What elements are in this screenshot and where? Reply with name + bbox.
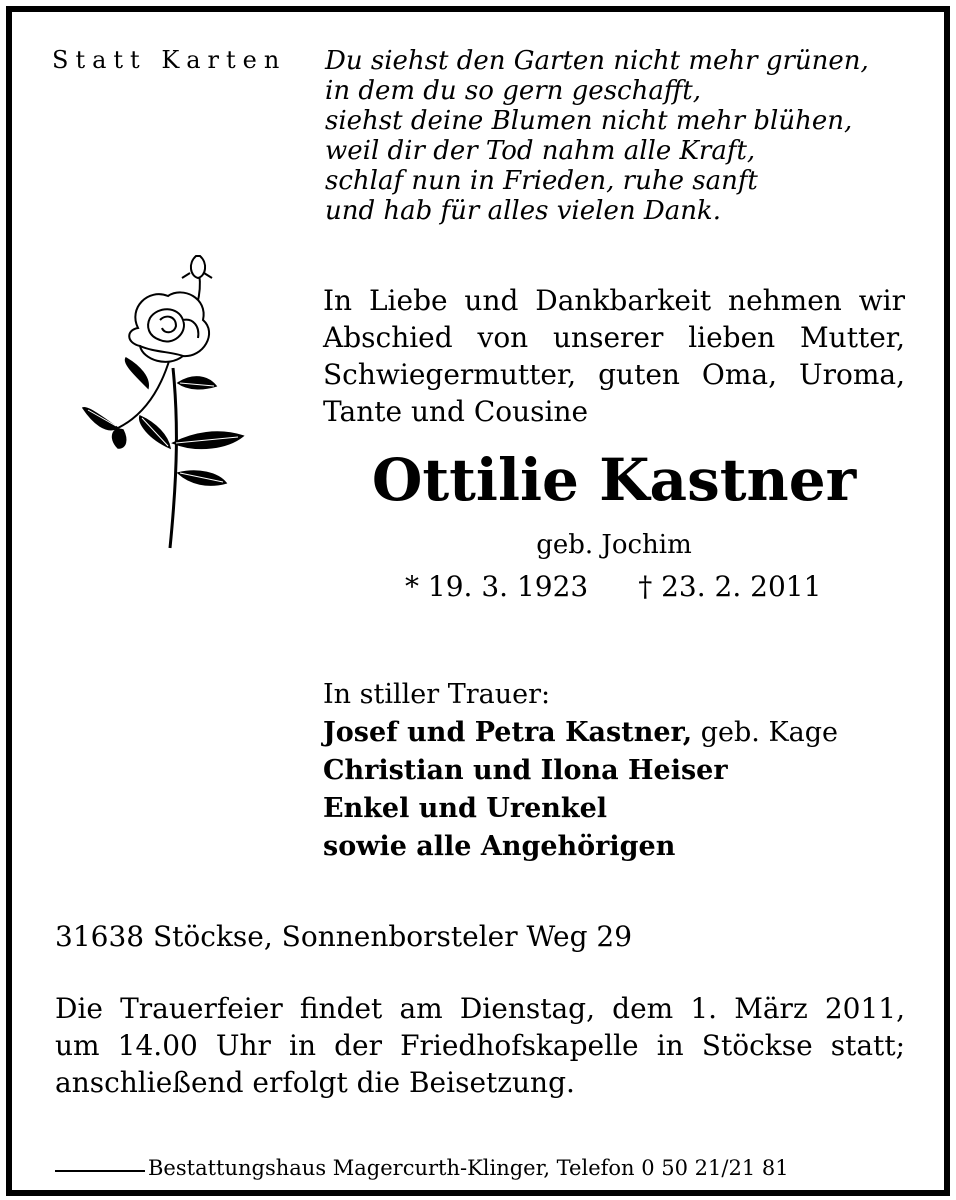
funeral-home-footer: Bestattungshaus Magercurth-Klinger, Telefon 0 50 21/21 81 <box>148 1156 789 1180</box>
service-line: anschließend erfolgt die Beisetzung. <box>55 1066 575 1099</box>
birth-date: * 19. 3. 1923 <box>405 570 589 603</box>
poem-line: siehst deine Blumen nicht mehr blühen, <box>325 106 853 136</box>
mourner-names: Enkel und Urenkel <box>323 793 608 824</box>
mourner-birth-name: geb. Kage <box>692 717 838 748</box>
mourner-names: Christian und Ilona Heiser <box>323 755 728 786</box>
service-info <box>55 990 905 1101</box>
birth-name: geb. Jochim <box>536 530 692 560</box>
service-line: Die Trauerfeier findet am Dienstag, dem 1. März 2011, <box>55 992 905 1025</box>
statt-karten-label: Statt Karten <box>52 46 287 74</box>
poem-line: Du siehst den Garten nicht mehr grünen, <box>325 46 869 76</box>
deceased-name: Ottilie Kastner <box>371 446 857 514</box>
mourner-line <box>323 790 838 828</box>
life-dates <box>405 570 821 603</box>
intro-line: Abschied von unserer lieben Mutter, <box>323 321 905 354</box>
poem-line: schlaf nun in Frieden, ruhe sanft <box>325 166 758 196</box>
mourners-block <box>323 676 838 866</box>
service-line: um 14.00 Uhr in der Friedhofskapelle in Stöckse statt; <box>55 1029 905 1062</box>
poem-line: weil dir der Tod nahm alle Kraft, <box>325 136 756 166</box>
rose-icon <box>78 248 248 553</box>
intro-line: Schwiegermutter, guten Oma, Uroma, <box>323 358 905 391</box>
mourner-line <box>323 752 838 790</box>
poem-line: und hab für alles vielen Dank. <box>325 196 721 226</box>
mourner-line <box>323 828 838 866</box>
address: 31638 Stöckse, Sonnenborsteler Weg 29 <box>55 920 633 953</box>
footer-divider <box>55 1170 145 1172</box>
mourner-line <box>323 714 838 752</box>
intro-line: Tante und Cousine <box>323 395 589 428</box>
mourners-heading: In stiller Trauer: <box>323 679 551 710</box>
poem-line: in dem du so gern geschafft, <box>325 76 701 106</box>
intro-text <box>323 282 905 430</box>
death-date: † 23. 2. 2011 <box>638 570 822 603</box>
mourner-names: sowie alle Angehörigen <box>323 831 676 862</box>
mourner-names: Josef und Petra Kastner, <box>323 717 693 748</box>
intro-line: In Liebe und Dankbarkeit nehmen wir <box>323 284 905 317</box>
poem <box>325 46 869 226</box>
